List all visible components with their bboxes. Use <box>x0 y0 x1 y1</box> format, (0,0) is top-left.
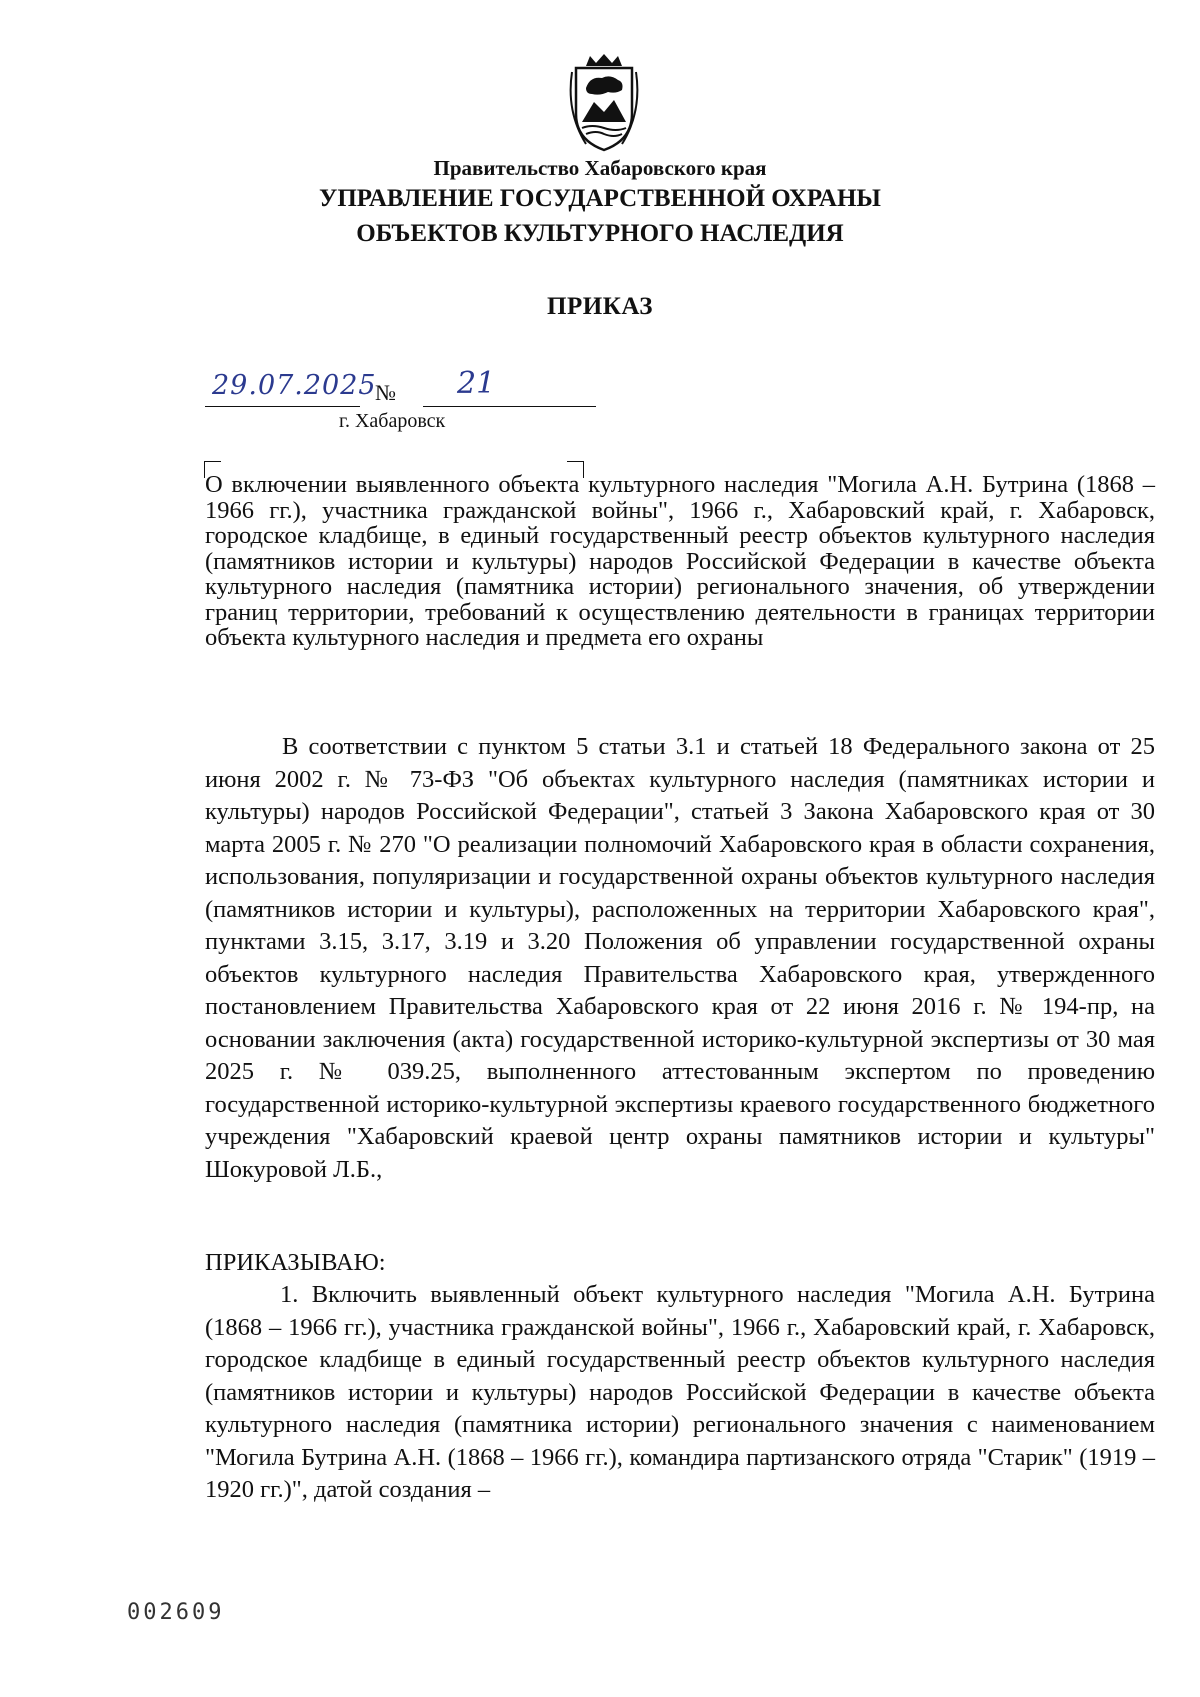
city-name: г. Хабаровск <box>339 410 446 432</box>
number-underline <box>423 372 596 407</box>
handwritten-number: 21 <box>457 366 496 401</box>
department-name-line-2: ОБЪЕКТОВ КУЛЬТУРНОГО НАСЛЕДИЯ <box>356 220 844 247</box>
department-name-line-1: УПРАВЛЕНИЕ ГОСУДАРСТВЕННОЙ ОХРАНЫ <box>319 185 881 212</box>
order-item-1: 1. Включить выявленный объект культурного наследия "Могила А.Н. Бутрина (1868 – 1966 гг.), участника гражданской войны", 1966 г., Хабаровский край, г. Хабаровск, городское кладбище в единый государственный реестр объектов культурного наследия (памятников истории и культуры) народов Российской Федерации в качестве объекта культурного наследия (памятника истории) регионального значения с наименованием "Могила Бутрина А.Н. (1868 – 1966 гг.), командира партизанского отряда "Старик" (1919 – 1920 гг.)", датой создания – <box>205 1281 1155 1503</box>
coat-of-arms-icon <box>564 52 644 152</box>
government-name: Правительство Хабаровского края <box>433 156 767 180</box>
handwritten-date: 29.07.2025 <box>212 370 377 401</box>
document-type: ПРИКАЗ <box>547 293 653 320</box>
number-sign: № <box>375 380 396 405</box>
order-subject: О включении выявленного объекта культурного наследия "Могила А.Н. Бутрина (1868 – 1966 гг.), участника гражданской войны", 1966 г., Хабаровский край, г. Хабаровск, городское кладбище, в единый государственный реестр объектов культурного наследия (памятников истории и культуры) народов Российской Федерации в качестве объекта культурного наследия (памятника истории) регионального значения, об утверждении границ территории, требований к осуществлению деятельности в границах территории объекта культурного наследия и предмета его охраны <box>205 471 1155 651</box>
preamble-paragraph: В соответствии с пунктом 5 статьи 3.1 и статьей 18 Федерального закона от 25 июня 2002 г. № 73-ФЗ "Об объектах культурного наследия (памятниках истории и культуры) народов Российской Федерации", статьей 3 Закона Хабаровского края от 30 марта 2005 г. № 270 "О реализации полномочий Хабаровского края в области сохранения, использования, популяризации и государственной охраны объектов культурного наследия (памятников истории и культуры), расположенных на территории Хабаровского края", пунктами 3.15, 3.17, 3.19 и 3.20 Положения об управлении государственной охраны объектов культурного наследия Правительства Хабаровского края, утвержденного постановлением Правительства Хабаровского края от 22 июня 2016 г. № 194-пр, на основании заключения (акта) государственной историко-культурной экспертизы от 30 мая 2025 г. № 039.25, выполненного аттестованным экспертом по проведению государственной историко-культурной экспертизы краевого государственного бюджетного учреждения "Хабаровский краевой центр охраны памятников истории и культуры" Шокуровой Л.Б., <box>205 733 1155 1183</box>
document-serial-number: 002609 <box>127 1600 225 1625</box>
order-word: ПРИКАЗЫВАЮ: <box>205 1249 386 1276</box>
